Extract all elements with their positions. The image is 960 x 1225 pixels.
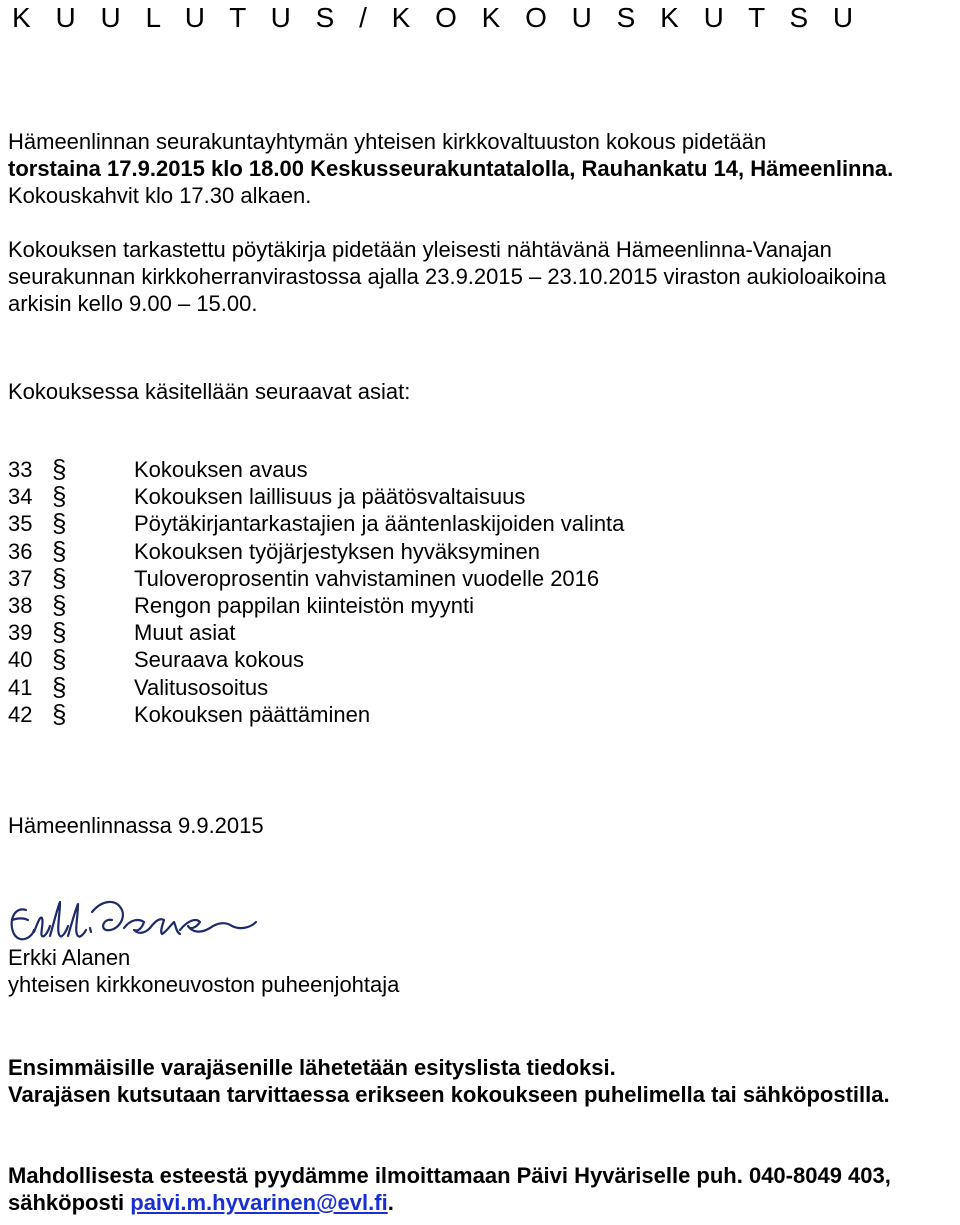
agenda-item-text: Kokouksen laillisuus ja päätösvaltaisuus	[134, 484, 526, 510]
meeting-announcement	[8, 128, 952, 209]
agenda-item-text: Kokouksen päättäminen	[134, 701, 371, 727]
announcement-date-place: torstaina 17.9.2015 klo 18.00 Keskusseurakuntatalolla, Rauhankatu 14, Hämeenlinna.	[8, 156, 894, 181]
section-symbol: §	[52, 535, 67, 566]
announcement-coffee: Kokouskahvit klo 17.30 alkaen.	[8, 183, 312, 208]
agenda-item-number: 36	[8, 538, 33, 564]
minutes-line-1: Kokouksen tarkastettu pöytäkirja pidetään yleisesti nähtävänä Hämeenlinna-Vanajan	[8, 237, 832, 262]
substitute-notice	[8, 1054, 952, 1108]
agenda-item-text: Tuloveroprosentin vahvistaminen vuodelle 2016	[134, 565, 600, 591]
email-prefix: sähköposti	[8, 1190, 131, 1215]
section-symbol: §	[52, 644, 67, 675]
agenda-item	[8, 698, 708, 729]
substitute-notice-line-2: Varajäsen kutsutaan tarvittaessa erikseen kokoukseen puhelimella tai sähköpostilla.	[8, 1082, 890, 1107]
agenda-item-number: 34	[8, 484, 33, 510]
agenda-item-text: Seuraava kokous	[134, 647, 304, 673]
agenda-heading: Kokouksessa käsitellään seuraavat asiat:	[8, 379, 411, 404]
section-symbol: §	[52, 454, 67, 484]
agenda-item-text: Rengon pappilan kiinteistön myynti	[134, 592, 474, 618]
signature-image	[4, 892, 274, 952]
substitute-notice-line-1: Ensimmäisille varajäsenille lähetetään esityslista tiedoksi.	[8, 1055, 616, 1080]
section-symbol: §	[52, 589, 67, 620]
agenda-item	[8, 589, 708, 620]
agenda-item-number: 35	[8, 511, 33, 537]
agenda-item-text: Kokouksen työjärjestyksen hyväksyminen	[134, 538, 540, 564]
agenda-item-number: 42	[8, 701, 33, 727]
minutes-line-2: seurakunnan kirkkoherranvirastossa ajalla 23.9.2015 – 23.10.2015 viraston aukioloaikoina	[8, 264, 887, 289]
agenda-item-text: Valitusosoitus	[134, 674, 269, 700]
agenda-item-number: 33	[8, 457, 33, 482]
section-symbol: §	[52, 617, 67, 648]
agenda-item-number: 37	[8, 565, 33, 591]
signer-name: Erkki Alanen	[8, 945, 131, 970]
announcement-line-1: Hämeenlinnan seurakuntayhtymän yhteisen kirkkovaltuuston kokous pidetään	[8, 129, 767, 154]
contact-info	[8, 1162, 952, 1216]
agenda-item-number: 40	[8, 647, 33, 673]
agenda-item-text: Kokouksen avaus	[134, 457, 308, 482]
agenda-item	[8, 535, 708, 566]
agenda-list	[8, 456, 708, 728]
agenda-item	[8, 562, 708, 593]
agenda-item-number: 38	[8, 592, 33, 618]
agenda-item	[8, 483, 708, 510]
agenda-item-text: Pöytäkirjantarkastajien ja ääntenlaskijoiden valinta	[134, 511, 625, 537]
signer-block	[8, 944, 952, 998]
agenda-item	[8, 510, 708, 537]
agenda-item	[8, 456, 708, 483]
agenda-item	[8, 619, 708, 646]
agenda-item	[8, 646, 708, 673]
signer-role: yhteisen kirkkoneuvoston puheenjohtaja	[8, 972, 400, 997]
email-link[interactable]: paivi.m.hyvarinen@evl.fi	[130, 1190, 388, 1215]
place-and-date: Hämeenlinnassa 9.9.2015	[8, 813, 264, 838]
contact-line-1: Mahdollisesta esteestä pyydämme ilmoittamaan Päivi Hyväriselle puh. 040-8049 403,	[8, 1163, 891, 1188]
agenda-item-text: Muut asiat	[134, 620, 236, 646]
document-title: K U U L U T U S / K O K O U S K U T S U	[12, 2, 862, 33]
email-suffix: .	[387, 1190, 394, 1215]
agenda-item	[8, 671, 708, 702]
section-symbol: §	[52, 481, 67, 512]
section-symbol: §	[52, 508, 67, 539]
minutes-notice	[8, 236, 952, 317]
section-symbol: §	[52, 671, 67, 702]
minutes-line-3: arkisin kello 9.00 – 15.00.	[8, 291, 258, 316]
agenda-item-number: 39	[8, 620, 33, 646]
contact-email-line	[8, 1189, 952, 1216]
agenda-item-number: 41	[8, 674, 33, 700]
section-symbol: §	[52, 698, 67, 729]
section-symbol: §	[52, 562, 67, 593]
